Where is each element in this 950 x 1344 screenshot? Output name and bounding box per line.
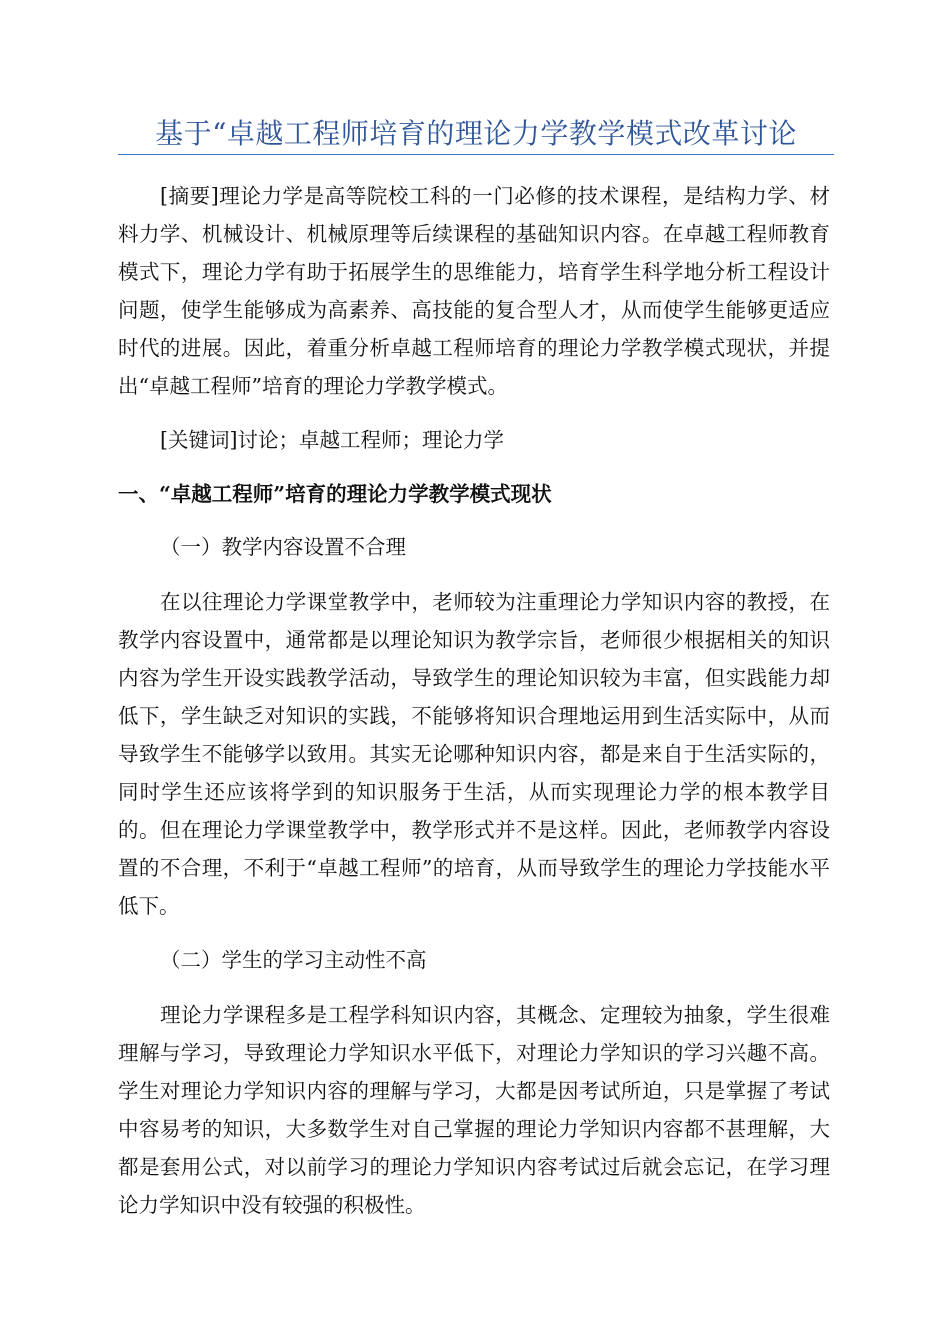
document-title: 基于“卓越工程师培育的理论力学教学模式改革讨论 — [155, 117, 797, 150]
subsection-1-paragraph: 在以往理论力学课堂教学中，老师较为注重理论力学知识内容的教授，在教学内容设置中，通常都是以理论知识为教学宗旨，老师很少根据相关的知识内容为学生开设实践教学活动，导致学生的理论知识较为丰富，但实践能力却低下，学生缺乏对知识的实践，不能够将知识合理地运用到生活实际中，从而导致学生不能够学以致用。其实无论哪种知识内容，都是来自于生活实际的，同时学生还应该将学到的知识服务于生活，从而实现理论力学的根本教学目的。但在理论力学课堂教学中，教学形式并不是这样。因此，老师教学内容设置的不合理，不利于“卓越工程师”的培育，从而导致学生的理论力学技能水平低下。 — [118, 590, 830, 918]
title-underline — [118, 154, 834, 155]
subsection-heading-1: （一）教学内容设置不合理 — [160, 535, 406, 559]
subsection-2-paragraph: 理论力学课程多是工程学科知识内容，其概念、定理较为抽象，学生很难理解与学习，导致理论力学知识水平低下，对理论力学知识的学习兴趣不高。学生对理论力学知识内容的理解与学习，大都是因考试所迫，只是掌握了考试中容易考的知识，大多数学生对自己掌握的理论力学知识内容都不甚理解，大都是套用公式，对以前学习的理论力学知识内容考试过后就会忘记，在学习理论力学知识中没有较强的积极性。 — [118, 1003, 830, 1217]
subsection-heading-2: （二）学生的学习主动性不高 — [160, 948, 427, 972]
keywords-line: [关键词]讨论；卓越工程师；理论力学 — [160, 428, 504, 452]
abstract-paragraph: [摘要]理论力学是高等院校工科的一门必修的技术课程，是结构力学、材料力学、机械设计、机械原理等后续课程的基础知识内容。在卓越工程师教育模式下，理论力学有助于拓展学生的思维能力，培育学生科学地分析工程设计问题，使学生能够成为高素养、高技能的复合型人才，从而使学生能够更适应时代的进展。因此，着重分析卓越工程师培育的理论力学教学模式现状，并提出“卓越工程师”培育的理论力学教学模式。 — [118, 184, 830, 398]
section-heading-1: 一、“卓越工程师”培育的理论力学教学模式现状 — [118, 482, 552, 506]
